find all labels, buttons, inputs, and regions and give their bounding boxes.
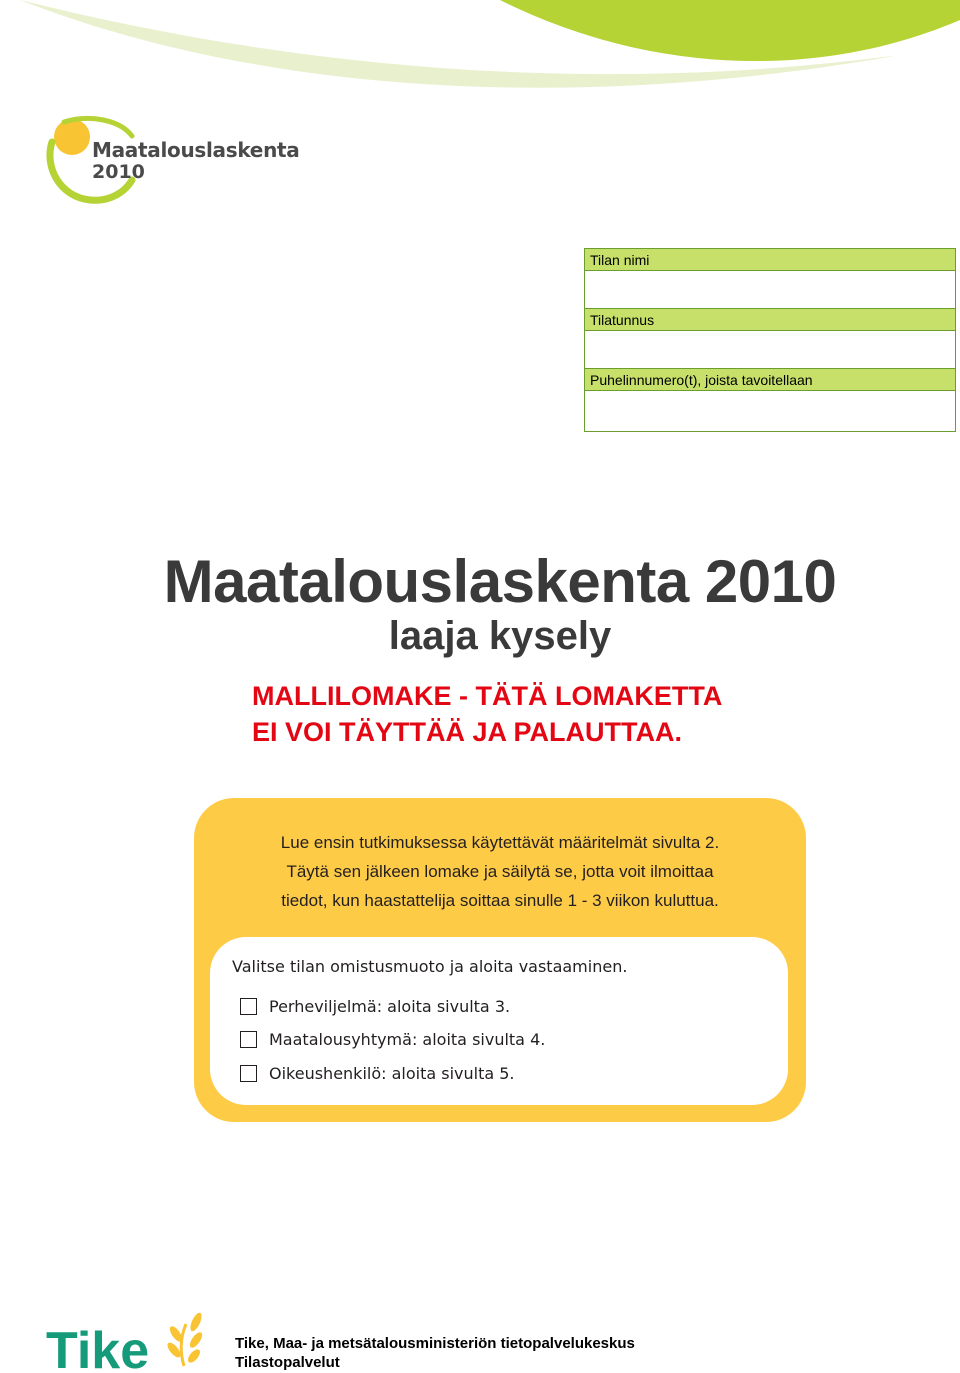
option-legal-entity-label: Oikeushenkilö: aloita sivulta 5. bbox=[269, 1064, 515, 1083]
farm-id-label: Tilatunnus bbox=[585, 309, 955, 331]
sample-form-warning bbox=[252, 678, 722, 750]
warning-line-1: MALLILOMAKE - TÄTÄ LOMAKETTA bbox=[252, 681, 723, 711]
checkbox-family-farm[interactable] bbox=[240, 998, 257, 1015]
farm-id-field[interactable] bbox=[585, 331, 955, 369]
page-subtitle: laaja kysely bbox=[388, 614, 612, 658]
checkbox-agricultural-partnership[interactable] bbox=[240, 1031, 257, 1048]
instruction-line-1: Lue ensin tutkimuksessa käytettävät määritelmät sivulta 2. bbox=[280, 833, 720, 852]
instruction-text bbox=[200, 828, 800, 915]
farm-info-form bbox=[584, 248, 956, 432]
checkbox-legal-entity[interactable] bbox=[240, 1065, 257, 1082]
footer-department: Tilastopalvelut bbox=[235, 1354, 340, 1371]
logo-title: Maatalouslaskenta bbox=[92, 138, 300, 162]
option-family-farm[interactable] bbox=[240, 997, 510, 1016]
tike-logo-text: Tike bbox=[46, 1322, 150, 1372]
warning-line-2: EI VOI TÄYTTÄÄ JA PALAUTTAA. bbox=[252, 717, 682, 747]
tike-logo bbox=[46, 1308, 206, 1372]
option-family-farm-label: Perheviljelmä: aloita sivulta 3. bbox=[269, 997, 511, 1016]
option-legal-entity[interactable] bbox=[240, 1064, 515, 1083]
wheat-icon bbox=[165, 1311, 204, 1366]
logo-year: 2010 bbox=[92, 161, 145, 183]
phone-label: Puhelinnumero(t), joista tavoitellaan bbox=[585, 369, 955, 391]
header-swoosh-decoration bbox=[0, 0, 960, 100]
farm-name-label: Tilan nimi bbox=[585, 249, 955, 271]
phone-field[interactable] bbox=[585, 391, 955, 431]
ownership-intro: Valitse tilan omistusmuoto ja aloita vastaaminen. bbox=[232, 957, 628, 976]
instruction-line-3: tiedot, kun haastattelija soittaa sinulle 1 - 3 viikon kuluttua. bbox=[281, 891, 719, 910]
farm-name-field[interactable] bbox=[585, 271, 955, 309]
footer-org-name: Tike, Maa- ja metsätalousministeriön tietopalvelukeskus bbox=[235, 1335, 635, 1352]
option-agricultural-partnership[interactable] bbox=[240, 1030, 545, 1049]
page-title: Maatalouslaskenta 2010 bbox=[163, 548, 837, 615]
census-logo bbox=[40, 112, 270, 212]
footer-organization bbox=[235, 1334, 635, 1372]
instruction-line-2: Täytä sen jälkeen lomake ja säilytä se, jotta voit ilmoittaa bbox=[286, 862, 714, 881]
option-agricultural-partnership-label: Maatalousyhtymä: aloita sivulta 4. bbox=[269, 1030, 546, 1049]
